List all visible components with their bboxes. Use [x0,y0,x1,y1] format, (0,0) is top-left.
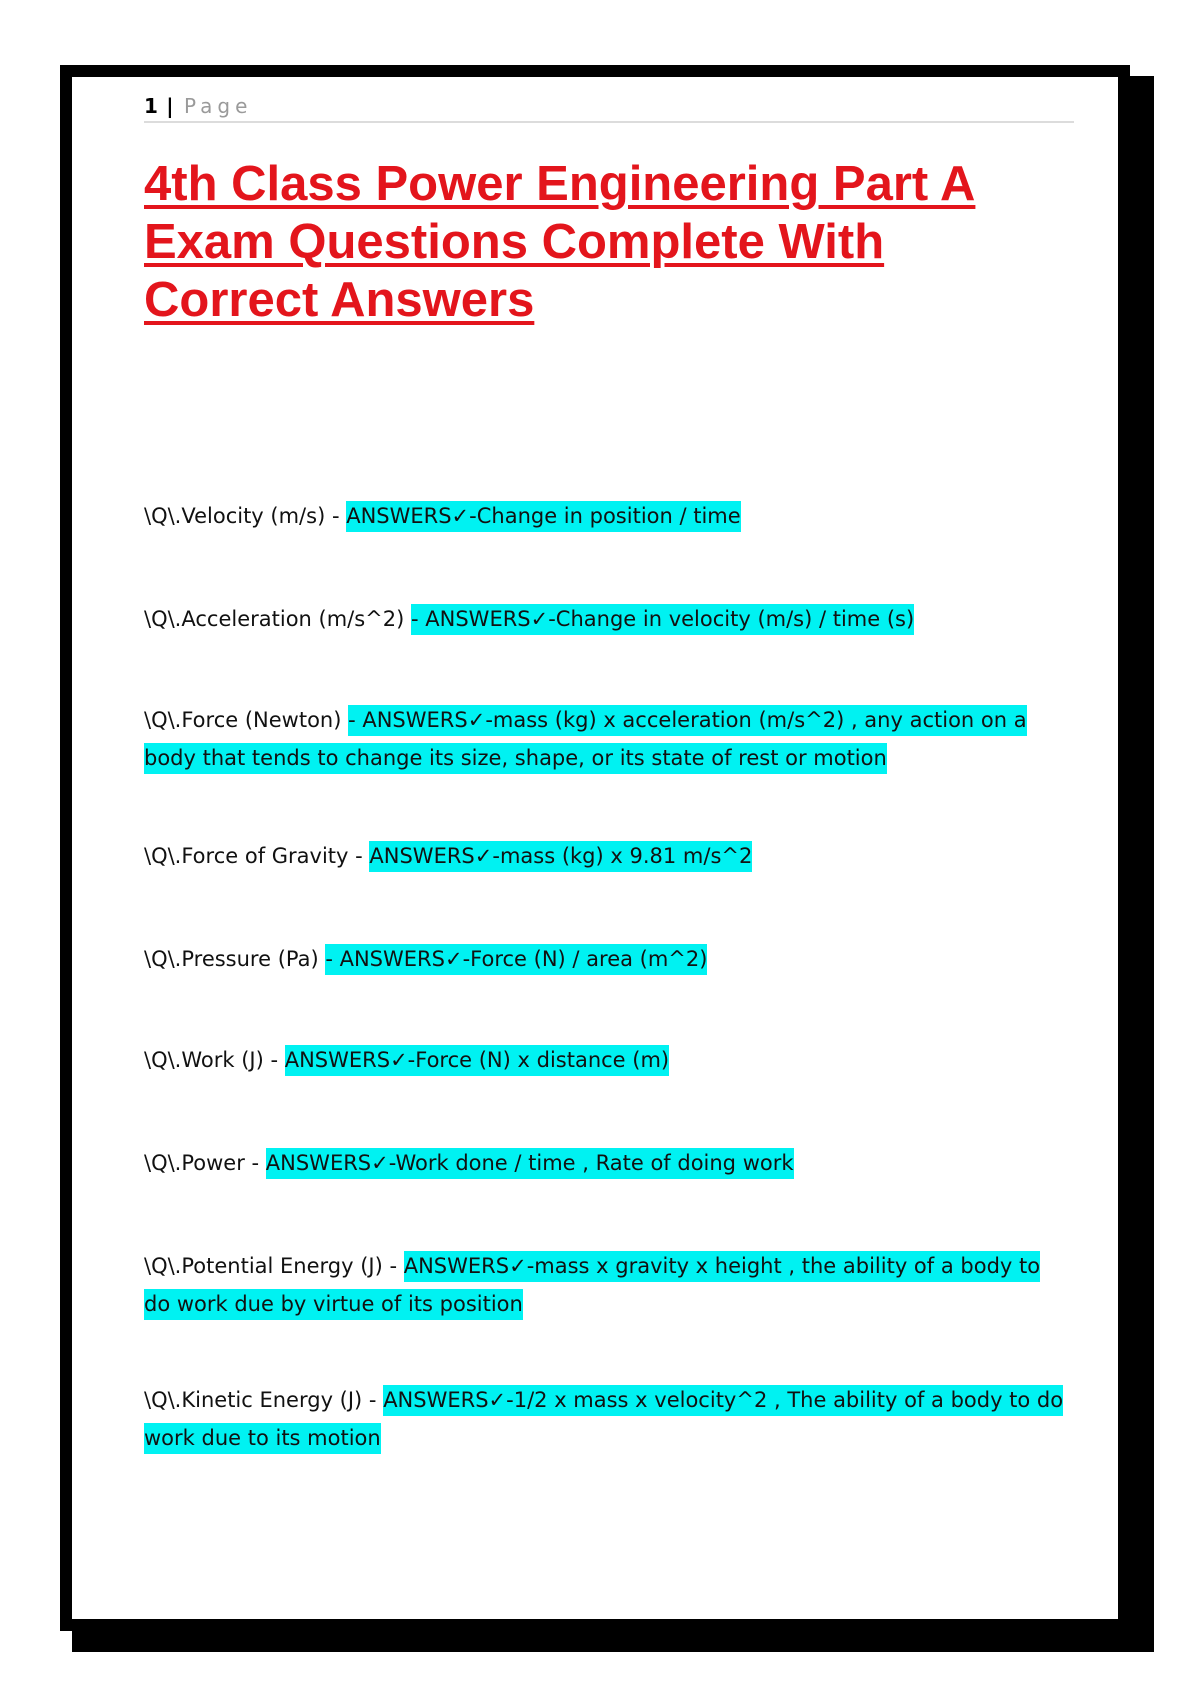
page-number: 1 [144,94,158,118]
answer-highlight: - ANSWERS✓-mass (kg) x acceleration (m/s^2) , any action on a body that tends to change its size, shape, or its state of rest or motion [144,705,1027,774]
question-text: \Q\.Force (Newton) [144,708,349,732]
page-header [144,91,1074,123]
question-text: \Q\.Work (J) - [144,1048,285,1072]
question-text: \Q\.Potential Energy (J) - [144,1254,404,1278]
qa-item [144,600,1064,638]
answer-highlight: ANSWERS✓-mass x gravity x height , the ability of a body to do work due by virtue of its position [144,1251,1040,1320]
question-text: \Q\.Power - [144,1151,266,1175]
qa-item [144,497,1064,535]
document-page [60,65,1130,1631]
qa-item [144,1041,1064,1079]
answer-highlight: ANSWERS✓-Change in position / time [346,501,740,532]
qa-item [144,1144,1064,1182]
answer-highlight: - ANSWERS✓-Force (N) / area (m^2) [325,944,707,975]
answer-highlight: ANSWERS✓-Force (N) x distance (m) [285,1045,669,1076]
page-word: Page [183,94,253,118]
qa-item [144,940,1064,978]
question-text: \Q\.Kinetic Energy (J) - [144,1388,384,1412]
qa-item [144,1381,1064,1457]
answer-highlight: ANSWERS✓-mass (kg) x 9.81 m/s^2 [369,841,752,872]
answer-highlight: ANSWERS✓-1/2 x mass x velocity^2 , The ability of a body to do work due to its motion [144,1385,1063,1454]
document-title: 4th Class Power Engineering Part A Exam Questions Complete With Correct Answers [144,157,976,327]
question-text: \Q\.Velocity (m/s) - [144,504,347,528]
question-text: \Q\.Acceleration (m/s^2) [144,607,412,631]
question-text: \Q\.Pressure (Pa) [144,947,326,971]
answer-highlight: - ANSWERS✓-Change in velocity (m/s) / time (s) [411,604,914,635]
answer-highlight: ANSWERS✓-Work done / time , Rate of doing work [266,1148,794,1179]
qa-item [144,701,1064,777]
qa-item [144,837,1064,875]
page-separator: | [166,94,174,118]
qa-item [144,1247,1064,1323]
question-text: \Q\.Force of Gravity - [144,844,370,868]
